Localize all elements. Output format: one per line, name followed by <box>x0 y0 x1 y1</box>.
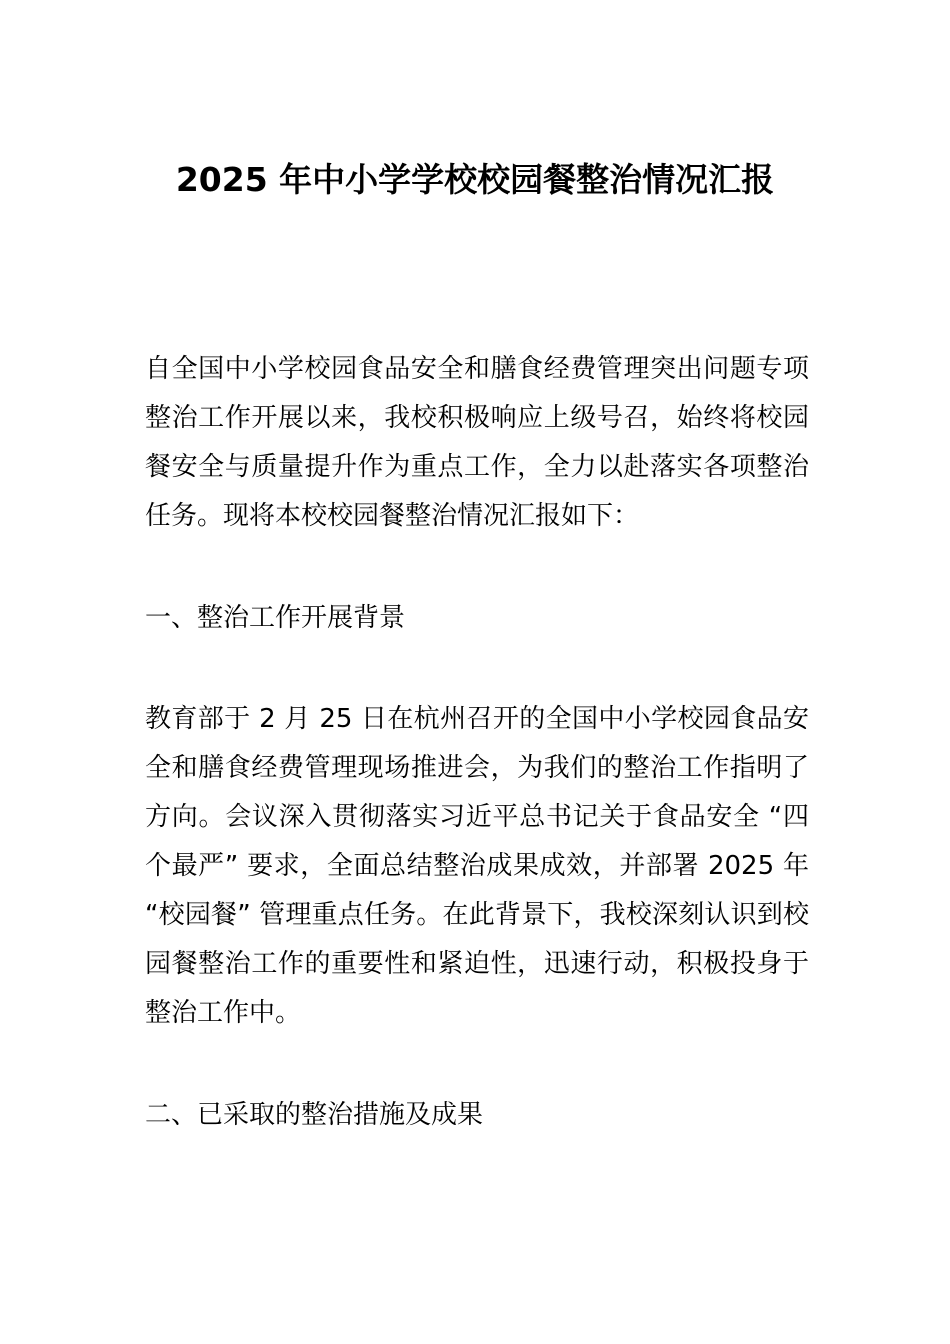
page-title: 2025 年中小学学校校园餐整治情况汇报 <box>175 160 775 199</box>
intro-paragraph: 自全国中小学校园食品安全和膳食经费管理突出问题专项整治工作开展以来，我校积极响应上级号召，始终将校园餐安全与质量提升作为重点工作，全力以赴落实各项整治任务。现将本校校园餐整治情况汇报如下： <box>145 354 809 531</box>
section-heading-1: 一、整治工作开展背景 <box>145 603 406 633</box>
section-heading-2: 二、已采取的整治措施及成果 <box>145 1100 484 1130</box>
section-1-paragraph: 教育部于 2 月 25 日在杭州召开的全国中小学校园食品安全和膳食经费管理现场推进会，为我们的整治工作指明了方向。会议深入贯彻落实习近平总书记关于食品安全 “四个最严” 要求，全面总结整治成果成效，并部署 2025 年 “校园餐” 管理重点任务。在此背景下，我校深刻认识到校园餐整治工作的重要性和紧迫性，迅速行动，积极投身于整治工作中。 <box>145 704 809 1028</box>
